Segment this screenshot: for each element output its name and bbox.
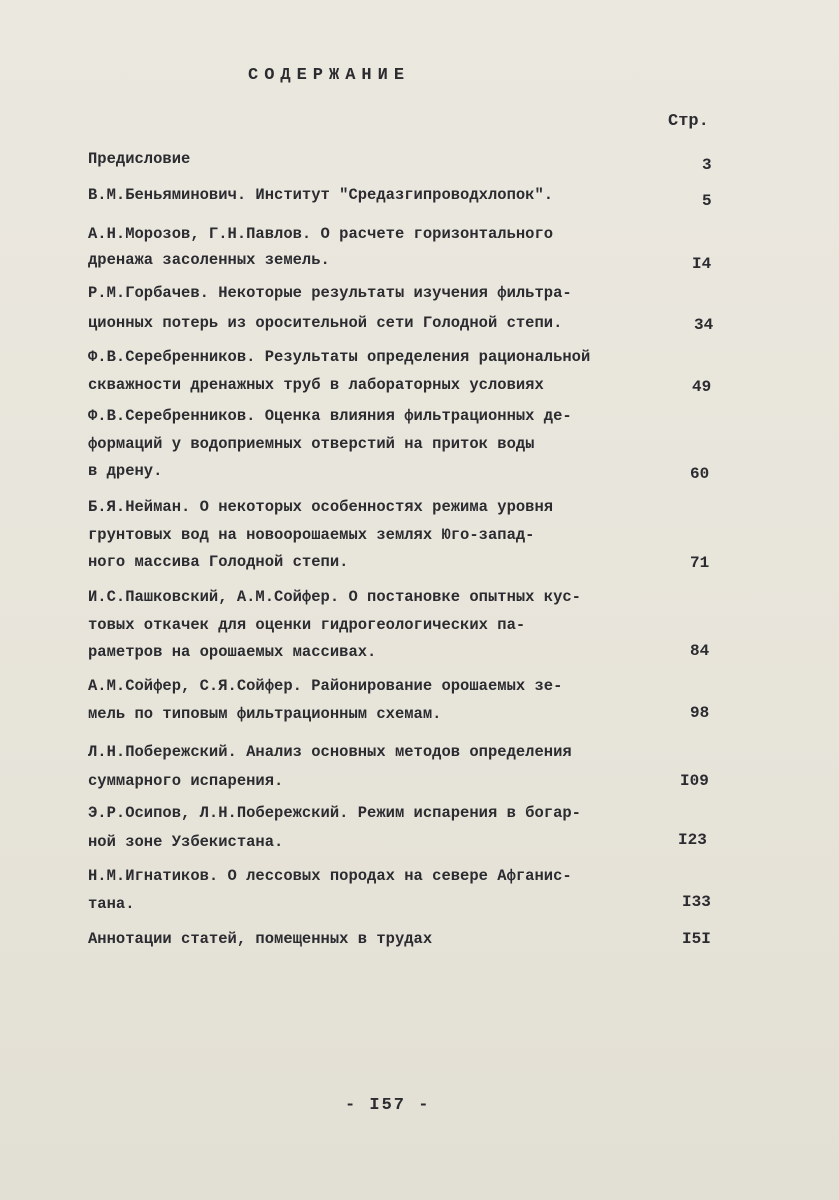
toc-entry-line: дренажа засоленных земель. — [88, 251, 330, 269]
toc-entry-line: ционных потерь из оросительной сети Голодной степи. — [88, 314, 563, 332]
toc-entry-line: раметров на орошаемых массивах. — [88, 643, 377, 661]
toc-entry-page: I4 — [692, 255, 712, 273]
toc-entry-line: Н.М.Игнатиков. О лессовых породах на севере Афганис- — [88, 867, 572, 885]
toc-entry-line: Р.М.Горбачев. Некоторые результаты изучения фильтра- — [88, 284, 572, 302]
toc-entry-line: Э.Р.Осипов, Л.Н.Побережский. Режим испарения в богар- — [88, 804, 581, 822]
toc-entry-line: В.М.Беньяминович. Институт "Средазгипроводхлопок". — [88, 186, 554, 204]
toc-entry-line: в дрену. — [88, 462, 163, 480]
toc-entry-page: 98 — [690, 704, 710, 722]
toc-entry-page: I5I — [682, 930, 711, 948]
toc-entry-line: мель по типовым фильтрационным схемам. — [88, 705, 442, 723]
toc-entry-line: Предисловие — [88, 150, 191, 168]
toc-entry-line: Б.Я.Нейман. О некоторых особенностях режима уровня — [88, 498, 554, 516]
toc-entry-line: А.М.Сойфер, С.Я.Сойфер. Районирование орошаемых зе- — [88, 677, 563, 695]
toc-entry-line: грунтовых вод на новоорошаемых землях Юго-запад- — [88, 526, 535, 544]
toc-entry-line: Ф.В.Серебренников. Результаты определения рациональной — [88, 348, 591, 366]
toc-entry-line: Ф.В.Серебренников. Оценка влияния фильтрационных де- — [88, 407, 572, 425]
toc-entry-page: I33 — [682, 893, 711, 911]
toc-entry-page: I09 — [680, 772, 709, 790]
toc-entry-page: 3 — [702, 156, 712, 174]
toc-entry-line: Л.Н.Побережский. Анализ основных методов определения — [88, 743, 572, 761]
toc-entry-line: суммарного испарения. — [88, 772, 284, 790]
toc-entry-line: формаций у водоприемных отверстий на приток воды — [88, 435, 535, 453]
toc-entry-line: тана. — [88, 895, 135, 913]
toc-entry-page: 60 — [690, 465, 710, 483]
toc-entry-line: скважности дренажных труб в лабораторных условиях — [88, 376, 544, 394]
toc-entry-line: ного массива Голодной степи. — [88, 553, 349, 571]
toc-entry-line: Аннотации статей, помещенных в трудах — [88, 930, 433, 948]
toc-entry-line: ной зоне Узбекистана. — [88, 833, 284, 851]
page-title: СОДЕРЖАНИЕ — [248, 66, 411, 85]
toc-entry-line: И.С.Пашковский, А.М.Сойфер. О постановке опытных кус- — [88, 588, 581, 606]
toc-entry-page: 49 — [692, 378, 712, 396]
toc-entry-page: 71 — [690, 554, 710, 572]
toc-entry-line: товых откачек для оценки гидрогеологических па- — [88, 616, 526, 634]
toc-entry-page: 34 — [694, 316, 714, 334]
page-column-header: Стр. — [668, 112, 709, 131]
toc-entry-page: 84 — [690, 642, 710, 660]
toc-entry-page: 5 — [702, 192, 712, 210]
toc-entry-line: А.Н.Морозов, Г.Н.Павлов. О расчете горизонтального — [88, 225, 554, 243]
toc-entry-page: I23 — [678, 831, 707, 849]
page-number: - I57 - — [345, 1096, 431, 1115]
